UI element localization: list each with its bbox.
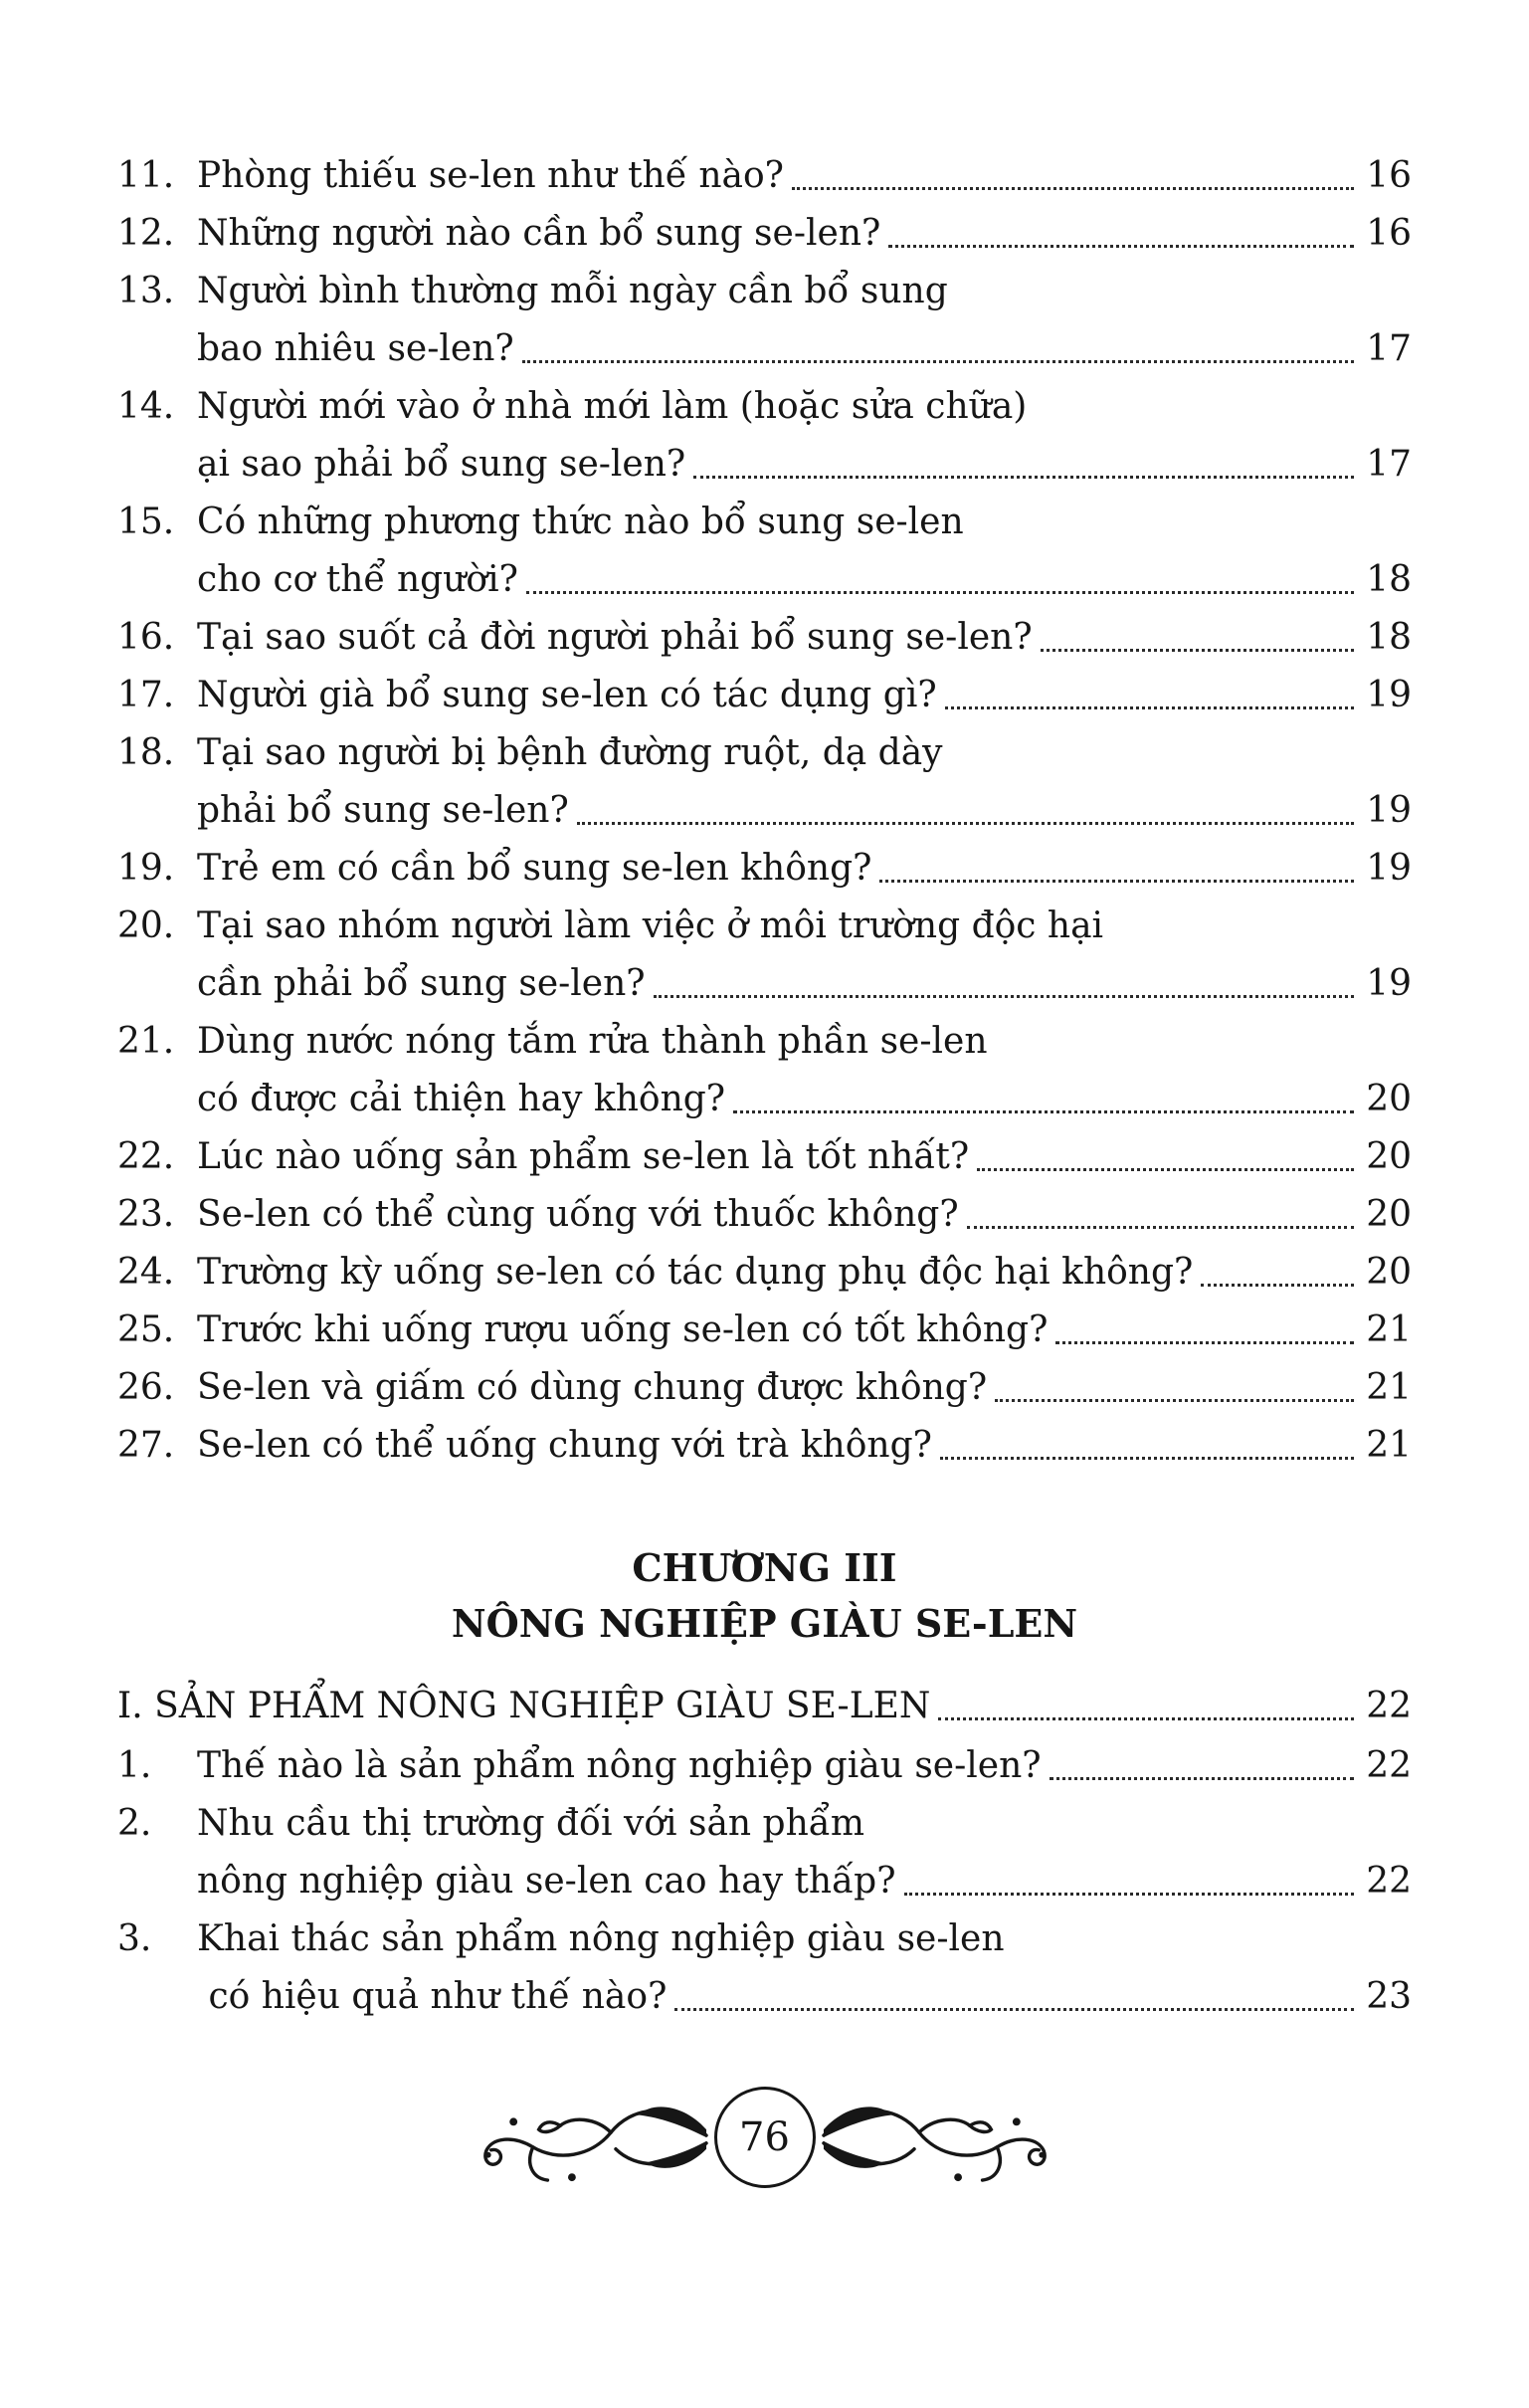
toc-entry-body	[197, 1910, 1412, 2026]
toc-entry-page-number: 20	[1366, 1136, 1412, 1177]
dot-leader	[879, 880, 1354, 883]
toc-entry-text: ại sao phải bổ sung se-len?	[197, 444, 686, 485]
toc-entry-page-number: 19	[1366, 963, 1412, 1004]
toc-entry-number: 15.	[117, 502, 175, 542]
toc-entry-number: 27.	[117, 1425, 175, 1466]
toc-entry-leader-line	[197, 840, 1412, 898]
dot-leader	[1050, 1777, 1354, 1780]
toc-entry-body	[197, 667, 1412, 724]
toc-entry	[117, 724, 1412, 840]
toc-entry	[117, 1910, 1412, 2026]
toc-entry-page-number: 19	[1366, 848, 1412, 889]
page-number-circle	[714, 2087, 816, 2188]
dot-leader	[654, 995, 1354, 998]
toc-entry	[117, 147, 1412, 205]
toc-entry-body	[197, 147, 1412, 205]
toc-entry-page-number: 21	[1366, 1309, 1412, 1350]
toc-entry-number: 23.	[117, 1194, 175, 1235]
toc-entry-leader-line	[197, 320, 1412, 378]
chapter-number: CHƯƠNG III	[632, 1545, 897, 1590]
toc-entry	[117, 1359, 1412, 1417]
toc-entry-page-number: 18	[1366, 559, 1412, 600]
toc-entry-leader-line	[197, 205, 1412, 263]
dot-leader	[945, 706, 1354, 709]
toc-entry-body	[197, 494, 1412, 609]
toc-entry-body	[197, 1737, 1412, 1795]
toc-entry-text: Tại sao người bị bệnh đường ruột, dạ dày	[197, 732, 943, 773]
flourish-right-icon	[822, 2078, 1055, 2197]
toc-entry-page-number: 17	[1366, 444, 1412, 485]
toc-entry-text: Người mới vào ở nhà mới làm (hoặc sửa chữa)	[197, 386, 1028, 427]
dot-leader	[526, 591, 1354, 594]
table-of-contents-list	[117, 147, 1412, 1475]
toc-entry-text: Se-len và giấm có dùng chung được không?	[197, 1367, 988, 1408]
dot-leader	[977, 1168, 1354, 1171]
toc-entry-page-number: 18	[1366, 617, 1412, 658]
toc-entry	[117, 205, 1412, 263]
dot-leader	[1201, 1284, 1354, 1287]
toc-entry	[117, 1302, 1412, 1359]
dot-leader	[888, 245, 1354, 248]
toc-entry-text: nông nghiệp giàu se-len cao hay thấp?	[197, 1861, 896, 1902]
toc-entry-leader-line	[197, 1417, 1412, 1475]
toc-entry-leader-line	[197, 147, 1412, 205]
toc-entry	[117, 667, 1412, 724]
toc-entry-number: 14.	[117, 386, 175, 427]
toc-entry	[117, 494, 1412, 609]
toc-entry-leader-line	[197, 1128, 1412, 1186]
toc-entry-leader-line	[197, 1071, 1412, 1128]
toc-entry-text: Trường kỳ uống se-len có tác dụng phụ độc hại không?	[197, 1252, 1194, 1293]
toc-entry-number: 2.	[117, 1803, 152, 1844]
toc-entry-leader-line	[197, 782, 1412, 840]
toc-entry-leader-line	[197, 1359, 1412, 1417]
toc-entry-leader-line	[197, 436, 1412, 494]
toc-entry-page-number: 21	[1366, 1367, 1412, 1408]
toc-entry-text: Những người nào cần bổ sung se-len?	[197, 213, 881, 254]
toc-entry-number: 12.	[117, 213, 175, 254]
toc-entry-text: phải bổ sung se-len?	[197, 790, 569, 831]
toc-entry-text: Thế nào là sản phẩm nông nghiệp giàu se-len?	[197, 1745, 1042, 1786]
toc-entry	[117, 1013, 1412, 1128]
toc-entry	[117, 609, 1412, 667]
dot-leader	[904, 1893, 1354, 1896]
toc-entry-page-number: 20	[1366, 1079, 1412, 1119]
toc-entry	[117, 1737, 1412, 1795]
toc-entry-text: cần phải bổ sung se-len?	[197, 963, 646, 1004]
toc-entry-text: Khai thác sản phẩm nông nghiệp giàu se-len	[197, 1918, 1005, 1959]
toc-entry-body	[197, 1128, 1412, 1186]
toc-entry-page-number: 20	[1366, 1252, 1412, 1293]
toc-entry-leader-line	[197, 1968, 1412, 2026]
toc-entry-body	[197, 1795, 1412, 1910]
toc-entry	[117, 378, 1412, 494]
toc-entry-text: Có những phương thức nào bổ sung se-len	[197, 502, 964, 542]
toc-entry-leader-line	[197, 1186, 1412, 1244]
toc-entry-body	[197, 1417, 1412, 1475]
toc-entry-page-number: 22	[1366, 1745, 1412, 1786]
toc-entry-text: Trước khi uống rượu uống se-len có tốt không?	[197, 1309, 1049, 1350]
toc-entry-text: cho cơ thể người?	[197, 559, 518, 600]
toc-entry-text: Se-len có thể cùng uống với thuốc không?	[197, 1194, 959, 1235]
page-number: 76	[739, 2114, 790, 2160]
toc-entry-body	[197, 840, 1412, 898]
toc-entry-text: bao nhiêu se-len?	[197, 328, 514, 369]
dot-leader	[1041, 649, 1354, 652]
toc-entry	[117, 840, 1412, 898]
toc-entry-number: 13.	[117, 271, 175, 311]
toc-entry-body	[197, 1244, 1412, 1302]
section-page-number: 22	[1366, 1686, 1412, 1726]
footer-ornament	[117, 2078, 1412, 2197]
dot-leader	[522, 360, 1354, 363]
toc-entry-text: Người già bổ sung se-len có tác dụng gì?	[197, 675, 937, 715]
toc-entry-text: Người bình thường mỗi ngày cần bổ sung	[197, 271, 948, 311]
toc-entry-text: Lúc nào uống sản phẩm se-len là tốt nhất?	[197, 1136, 970, 1177]
toc-entry-leader-line	[197, 609, 1412, 667]
toc-entry-page-number: 20	[1366, 1194, 1412, 1235]
toc-entry	[117, 1128, 1412, 1186]
toc-entry-text: Se-len có thể uống chung với trà không?	[197, 1425, 932, 1466]
toc-entry-page-number: 21	[1366, 1425, 1412, 1466]
toc-entry-leader-line	[197, 955, 1412, 1013]
toc-entry-body	[197, 205, 1412, 263]
flourish-left-icon	[475, 2078, 708, 2197]
toc-entry-body	[197, 1302, 1412, 1359]
toc-entry-body	[197, 724, 1412, 840]
toc-entry-number: 17.	[117, 675, 175, 715]
toc-entry-body	[197, 1186, 1412, 1244]
toc-entry-leader-line	[197, 667, 1412, 724]
dot-leader	[1055, 1341, 1354, 1344]
toc-entry-text: Dùng nước nóng tắm rửa thành phần se-len	[197, 1021, 988, 1062]
dot-leader	[792, 187, 1354, 190]
toc-entry-leader-line	[197, 1853, 1412, 1910]
dot-leader	[693, 476, 1354, 479]
dot-leader	[940, 1457, 1354, 1460]
toc-entry-page-number: 19	[1366, 790, 1412, 831]
toc-entry	[117, 898, 1412, 1013]
toc-entry-text: Nhu cầu thị trường đối với sản phẩm	[197, 1803, 864, 1844]
section-entries-list	[117, 1737, 1412, 2026]
toc-entry-body	[197, 609, 1412, 667]
toc-entry-body	[197, 1013, 1412, 1128]
toc-entry-text: Tại sao nhóm người làm việc ở môi trường độc hại	[197, 905, 1104, 946]
toc-entry-body	[197, 1359, 1412, 1417]
dot-leader	[674, 2008, 1354, 2011]
toc-entry-leader-line	[197, 1244, 1412, 1302]
toc-entry-page-number: 16	[1366, 213, 1412, 254]
toc-entry-leader-line	[197, 1737, 1412, 1795]
toc-entry	[117, 263, 1412, 378]
toc-entry	[117, 1417, 1412, 1475]
dot-leader	[938, 1717, 1354, 1720]
toc-entry-page-number: 17	[1366, 328, 1412, 369]
toc-entry-number: 22.	[117, 1136, 175, 1177]
toc-entry-number: 25.	[117, 1309, 175, 1350]
toc-entry-page-number: 22	[1366, 1861, 1412, 1902]
toc-entry-number: 16.	[117, 617, 175, 658]
toc-entry	[117, 1795, 1412, 1910]
toc-entry-body	[197, 378, 1412, 494]
toc-entry-text: Phòng thiếu se-len như thế nào?	[197, 155, 784, 196]
toc-entry-text: Tại sao suốt cả đời người phải bổ sung se-len?	[197, 617, 1033, 658]
dot-leader	[967, 1226, 1354, 1229]
section-heading	[117, 1678, 1412, 1735]
toc-entry-page-number: 16	[1366, 155, 1412, 196]
dot-leader	[733, 1110, 1354, 1113]
toc-entry-page-number: 19	[1366, 675, 1412, 715]
toc-entry-body	[197, 263, 1412, 378]
toc-entry	[117, 1244, 1412, 1302]
toc-entry-text: có hiệu quả như thế nào?	[197, 1976, 668, 2017]
dot-leader	[995, 1399, 1354, 1402]
toc-entry-number: 24.	[117, 1252, 175, 1293]
section-title: I. SẢN PHẨM NÔNG NGHIỆP GIÀU SE-LEN	[117, 1686, 931, 1726]
chapter-title: NÔNG NGHIỆP GIÀU SE-LEN	[451, 1601, 1078, 1646]
chapter-heading	[117, 1540, 1412, 1652]
toc-entry-number: 19.	[117, 848, 175, 889]
toc-entry-number: 3.	[117, 1918, 152, 1959]
toc-entry-text: Trẻ em có cần bổ sung se-len không?	[197, 848, 872, 889]
toc-entry-body	[197, 898, 1412, 1013]
toc-entry	[117, 1186, 1412, 1244]
toc-entry-number: 11.	[117, 155, 175, 196]
toc-entry-text: có được cải thiện hay không?	[197, 1079, 726, 1119]
toc-entry-number: 18.	[117, 732, 175, 773]
toc-entry-number: 1.	[117, 1745, 152, 1786]
toc-entry-number: 26.	[117, 1367, 175, 1408]
toc-entry-leader-line	[197, 1302, 1412, 1359]
toc-entry-page-number: 23	[1366, 1976, 1412, 2017]
dot-leader	[577, 822, 1354, 825]
toc-entry-leader-line	[197, 551, 1412, 609]
toc-entry-number: 21.	[117, 1021, 175, 1062]
toc-entry-number: 20.	[117, 905, 175, 946]
